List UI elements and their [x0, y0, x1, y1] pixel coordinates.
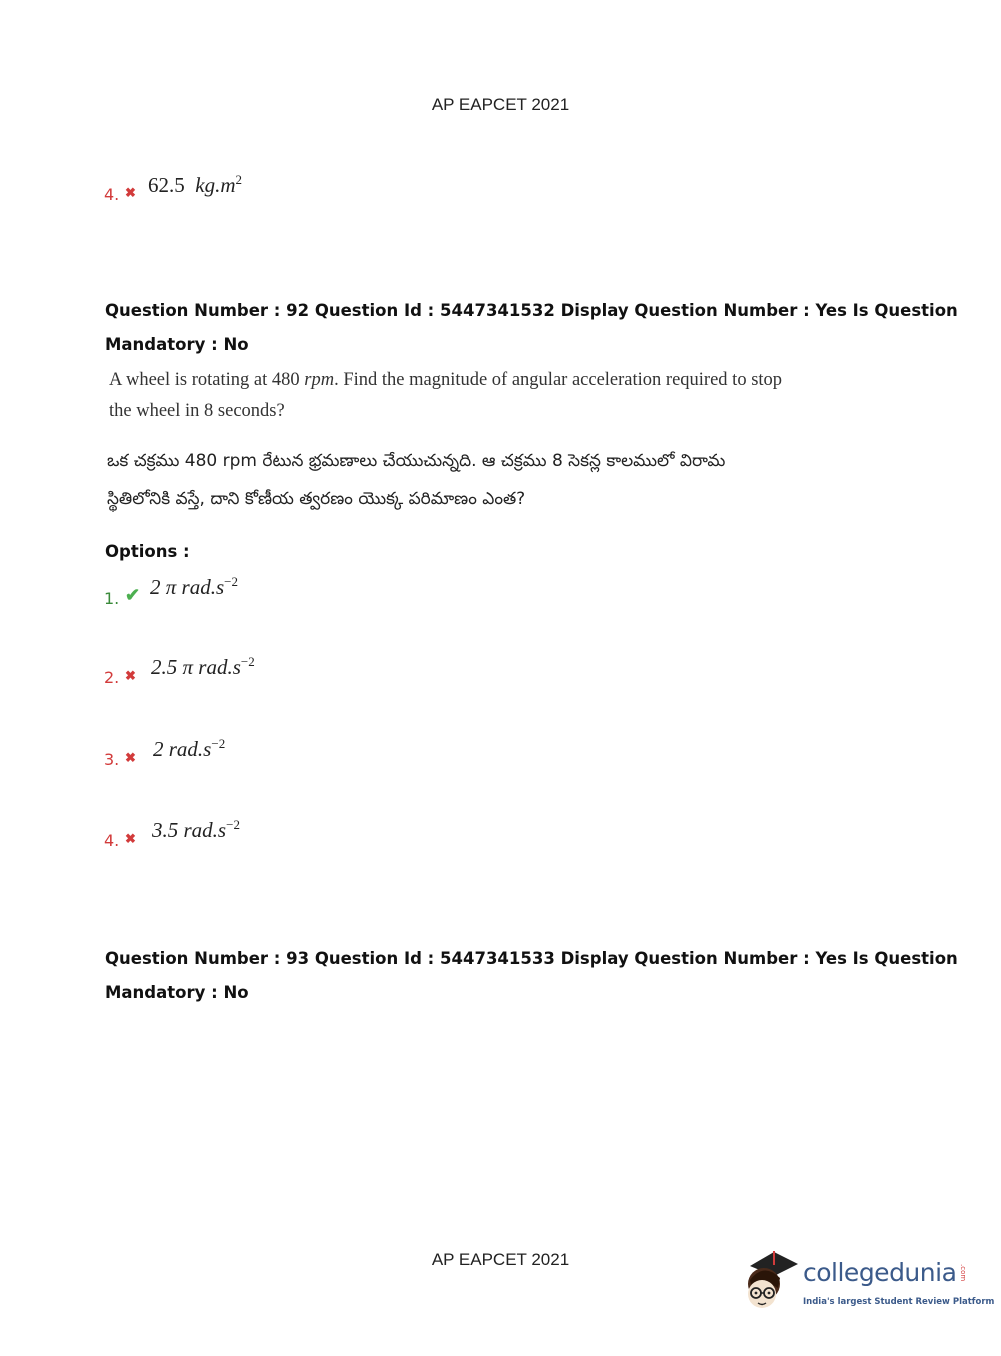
option-value: 62.5 $kg.m^2$ [148, 172, 242, 197]
question-92-english-line1: A wheel is rotating at 480 rpm. Find the magnitude of angular acceleration required to stop [109, 370, 783, 390]
logo-wordmark: collegedunia [803, 1258, 957, 1287]
logo-tagline: India's largest Student Review Platform [803, 1297, 995, 1307]
question-92-english-line2: the wheel in 8 seconds? [109, 401, 285, 421]
cross-icon: ✖ [125, 185, 136, 200]
option-value: 2.5 π $rad.s^{-2}$ [151, 654, 255, 679]
option-number: 4. [104, 831, 120, 850]
check-icon: ✔ [125, 585, 141, 605]
option-number: 4. [104, 185, 120, 204]
option-value: 2 $rad.s^{-2}$ [153, 736, 226, 761]
collegedunia-logo [740, 1248, 995, 1320]
question-92-telugu-line1: ఒక చక్రము 480 rpm రేటున భ్రమణాలు చేయుచున్నది. ఆ చక్రము 8 సెకన్ల కాలములో విరామ [107, 451, 726, 471]
cross-icon: ✖ [125, 750, 136, 765]
cross-icon: ✖ [125, 831, 136, 846]
question-92-heading: Question Number : 92 Question Id : 5447341532 Display Question Number : Yes Is Question [105, 301, 958, 320]
option-number: 1. [104, 589, 120, 608]
option-value: 2 π $rad.s^{-2}$ [150, 574, 238, 599]
option-number: 2. [104, 668, 120, 687]
option-number: 3. [104, 750, 120, 769]
option-value: 3.5 $rad.s^{-2}$ [152, 817, 240, 842]
page-footer: AP EAPCET 2021 [431, 1250, 570, 1269]
question-93-heading: Question Number : 93 Question Id : 5447341533 Display Question Number : Yes Is Question [105, 949, 958, 968]
logo-suffix: .com [959, 1264, 967, 1282]
cross-icon: ✖ [125, 668, 136, 683]
options-label: Options : [105, 542, 190, 561]
question-92-mandatory: Mandatory : No [105, 335, 249, 354]
question-93-mandatory: Mandatory : No [105, 983, 249, 1002]
mascot-icon [740, 1248, 802, 1312]
question-92-telugu-line2: స్థితిలోనికి వస్తే, దాని కోణీయ త్వరణం యొక్క పరిమాణం ఎంత? [107, 489, 526, 509]
page-header: AP EAPCET 2021 [431, 95, 570, 114]
